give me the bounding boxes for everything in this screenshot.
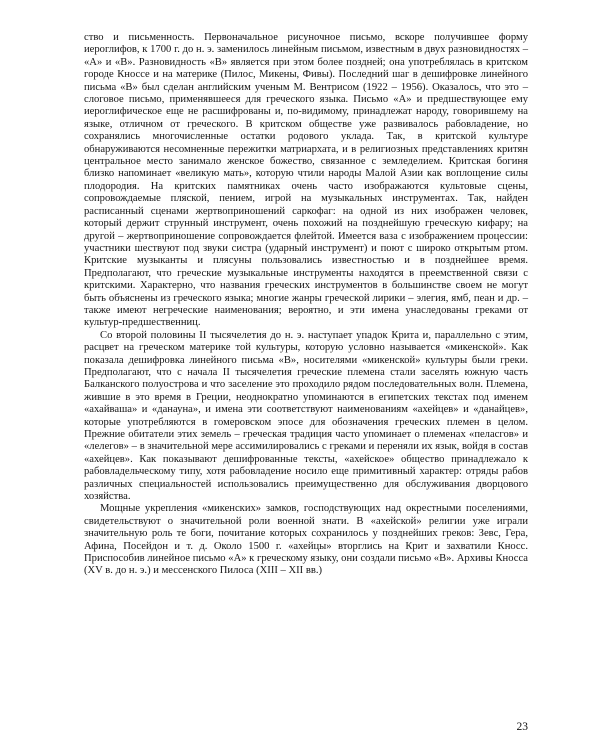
paragraph-mycenaean-fortresses: Мощные укрепления «микенских» замков, господствующих над окрестными поселениями, свидетельствуют о значительной роли военной знати. В «ахейской» религии уже играли значительную роль те боги, почитание которых сохранилось у позднейших греков: Зевс, Гера, Афина, Посейдон и т. д. Около 1500 г. «ахейцы» вторглись на Крит и захватили Кносс. Приспособив линейное письмо «А» к греческому языку, они создали письмо «В». Архивы Кносса (XV в. до н. э.) и мессенского Пилоса (XIII – XII вв.) <box>84 503 528 577</box>
paragraph-crete-culture: ство и письменность. Первоначальное рисуночное письмо, вскоре получившее форму иероглифов, к 1700 г. до н. э. заменилось линейным письмом, известным в двух разновидностях – «А» и «В». Разновидность «В» является при этом более поздней; она употреблялась в критском городе Кноссе и на материке (Пилос, Микены, Фивы). Последний шаг в дешифровке линейного письма «В» был сделан английским ученым М. Вентрисом (1922 – 1956). Оказалось, что это – слоговое письмо, применявшееся для греческого языка. Письмо «А» и предшествующее ему иероглифическое еще не расшифрованы и, по-видимому, принадлежат народу, говорившему на языке, отличном от греческого. В критском обществе уже развивалось рабовладение, но сохранялись многочисленные остатки родового уклада. Так, в критской культуре обнаруживаются несомненные пережитки матриархата, и в религиозных представлениях критян центральное место занимало женское божество, связанное с земледелием. Критская богиня близко напоминает «великую мать», которую чтили народы Малой Азии как воплощение силы плодородия. На критских памятниках очень часто изображаются культовые сцены, сопровождаемые пляской, пением, игрой на музыкальных инструментах. Так, найден расписанный сценами жертвоприношений саркофаг: на одной из них изображен человек, который держит струнный инструмент, очень похожий на позднейшую греческую кифару; на другой – жертвоприношение сопровождается флейтой. Имеется ваза с изображением процессии: участники шествуют под звуки систра (ударный инструмент) и поют с широко открытым ртом. Критские музыканты и плясуны пользовались известностью и в позднейшее время. Предполагают, что греческие музыкальные инструменты находятся в преемственной связи с критскими. Характерно, что названия греческих инструментов в большинстве своем не могут быть объяснены из греческого языка; многие жанры греческой лирики – элегия, ямб, пеан и др. – также имеют негреческие наименования; вероятно, и эти имена унаследованы греками от культур-предшественниц. <box>84 32 528 329</box>
page-number: 23 <box>516 721 528 733</box>
body-text <box>84 32 528 578</box>
paragraph-mycenaean-culture: Со второй половины II тысячелетия до н. э. наступает упадок Крита и, параллельно с этим, расцвет на греческом материке той культуры, которую условно называется «микенской». Как показала дешифровка линейного письма «В», носителями «микенской» культуры были греки. Предполагают, что с начала II тысячелетия греческие племена стали заселять южную часть Балканского полуострова и что заселение это проходило рядом последовательных волн. Племена, жившие в это время в Греции, неоднократно упоминаются в египетских текстах под именем «ахайваша» и «данауна», и имена эти соответствуют наименованиям «ахейцев» и «данайцев», которые употребляются в гомеровском эпосе для обозначения греческих племен в целом. Прежние обитатели этих земель – греческая традиция часто упоминает о племенах «пеласгов» и «лелегов» – в значительной мере ассимилировались с греками и переняли их язык, войдя в состав «ахейцев». Как показывают дешифрованные тексты, «ахейское» общество принадлежало к рабовладельческому типу, хотя рабовладение носило еще примитивный характер: отряды рабов различных специальностей использовались преимущественно для обслуживания дворцового хозяйства. <box>84 329 528 503</box>
